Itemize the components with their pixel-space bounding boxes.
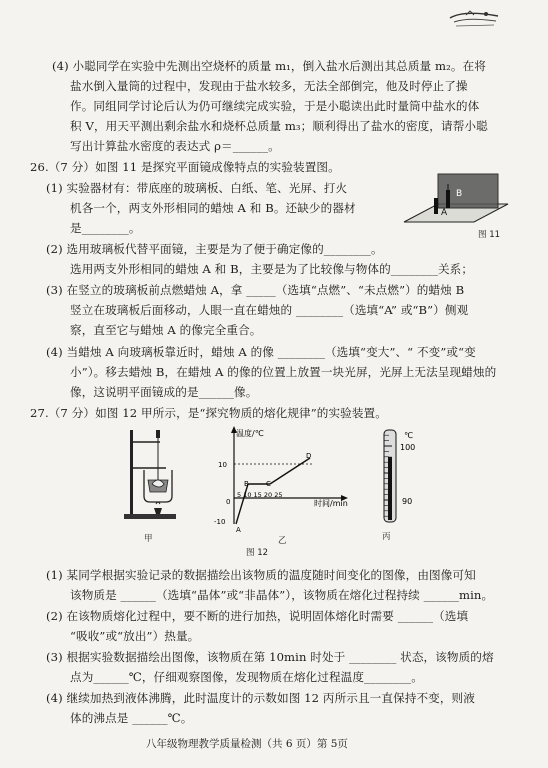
q25-4-line5: 写出计算盐水密度的表达式 ρ＝______。 (70, 139, 280, 153)
q26-4-line2: 小”）。移去蜡烛 B，在蜡烛 A 的像的位置上放置一块光屏，光屏上无法呈现蜡烛的 (70, 365, 497, 379)
page-footer: 八年级物理教学质量检测（共 6 页）第 5页 (146, 738, 348, 750)
thermometer-tick-100: 100 (400, 443, 416, 452)
q26-2-line1: (2) 选用玻璃板代替平面镜，主要是为了便于确定像的________。 (46, 242, 383, 256)
q27-1-line1: (1) 某同学根据实验记录的数据描绘出该物质的温度随时间变化的图像，由图像可知 (46, 568, 476, 582)
q27-3-line1: (3) 根据实验数据描绘出图像，该物质在第 10min 时处于 ________ 状态，该物质的熔 (46, 650, 494, 664)
graph-origin: 0 (226, 498, 231, 506)
graph-segment-ab (236, 484, 248, 524)
figure-11-caption: 图 11 (478, 230, 501, 240)
q26-3-line3: 察，直至它与蜡烛 A 的像完全重合。 (70, 323, 262, 337)
graph-y-tick-neg10: -10 (214, 518, 226, 526)
q27-3-line2: 点为______℃，仔细观察图像，发现物质在熔化过程温度________。 (70, 670, 423, 684)
candle-b-label: B (456, 189, 463, 199)
q26-1-line1: (1) 实验器材有：带底座的玻璃板、白纸、笔、光屏、打火 (46, 181, 348, 195)
q27-4-line1: (4) 继续加热到液体沸腾，此时温度计的示数如图 12 丙所示且一直保持不变，则液 (46, 691, 475, 705)
q26-1-line2: 机各一个，两支外形相同的蜡烛 A 和 B。还缺少的器材 (70, 201, 356, 215)
q26-4-line3: 像，这说明平面镜成的是______像。 (70, 385, 258, 399)
q25-4-line3: 作。同组同学讨论后认为仍可继续完成实验，于是小聪读出此时量筒中盐水的体 (70, 99, 480, 113)
q25-4-line1: (4) 小聪同学在实验中先测出空烧杯的质量 m₁，倒入盐水后测出其总质量 m₂。在将 (52, 59, 486, 73)
graph-x-ticks: 5 10 15 20 25 (237, 491, 283, 499)
q27-2-line2: “吸收”或“放出”）热量。 (70, 629, 200, 643)
q26-4-line1: (4) 当蜡烛 A 向玻璃板靠近时，蜡烛 A 的像 ________（选填“变大”、“ 不变”或“变 (46, 345, 476, 359)
q27-4-line2: 体的沸点是 ______℃。 (70, 711, 193, 725)
stamp-logo-icon (446, 8, 504, 32)
graph-y-tick-10: 10 (218, 461, 227, 469)
figure-12-apparatus (120, 426, 190, 526)
graph-point-b: B (244, 480, 249, 488)
graph-y-label: 温度/℃ (236, 429, 264, 438)
q27-2-line1: (2) 在该物质熔化过程中，要不断的进行加热，说明固体熔化时需要 ______（选填 (46, 609, 469, 623)
graph-x-label: 时间/min (314, 499, 348, 508)
q27-heading: 27.（7 分）如图 12 甲所示，是“探究物质的熔化规律”的实验装置。 (30, 406, 387, 420)
temperature-time-graph (212, 424, 362, 536)
figure-12-caption: 图 12 (246, 548, 269, 558)
graph-point-c: C (266, 480, 271, 488)
figure-12-label-yi: 乙 (278, 536, 287, 546)
q25-4-line4: 积 V，用天平测出剩余盐水和烧杯总质量 m₃；顺利得出了盐水的密度，请帮小聪 (70, 119, 488, 133)
q26-1-line3: 是________。 (70, 221, 141, 235)
figure-12-label-jia: 甲 (144, 534, 153, 544)
q26-3-line1: (3) 在竖立的玻璃板前点燃蜡烛 A，拿 _____（选填“点燃”、“未点燃”）的蜡烛 B (46, 283, 465, 297)
q26-heading: 26.（7 分）如图 11 是探究平面镜成像特点的实验装置图。 (30, 160, 340, 174)
thermometer-unit: ℃ (404, 431, 413, 440)
graph-point-d: D (306, 452, 312, 460)
q26-3-line2: 竖立在玻璃板后面移动，人眼一直在蜡烛的 ________（选填“A” 或“B”）侧观 (70, 303, 469, 317)
q26-2-line2: 选用两支外形相同的蜡烛 A 和 B，主要是为了比较像与物体的________关系； (70, 262, 474, 276)
thermometer-mercury-column (388, 457, 392, 520)
figure-11-mirror-setup (398, 168, 510, 230)
thermometer-figure (370, 426, 430, 526)
thermometer-tick-90: 90 (402, 497, 413, 506)
candle-a-label: A (441, 208, 448, 218)
graph-point-a: A (236, 526, 241, 534)
figure-12-label-bing: 丙 (382, 532, 391, 542)
q27-1-line2: 该物质是 ______（选填“晶体”或“非晶体”），该物质在熔化过程持续 ______min。 (70, 588, 494, 602)
graph-segment-cd (270, 458, 310, 484)
q25-4-line2: 盐水倒入量筒的过程中，发现由于盐水较多，无法全部倒完，他及时停止了操 (70, 79, 468, 93)
